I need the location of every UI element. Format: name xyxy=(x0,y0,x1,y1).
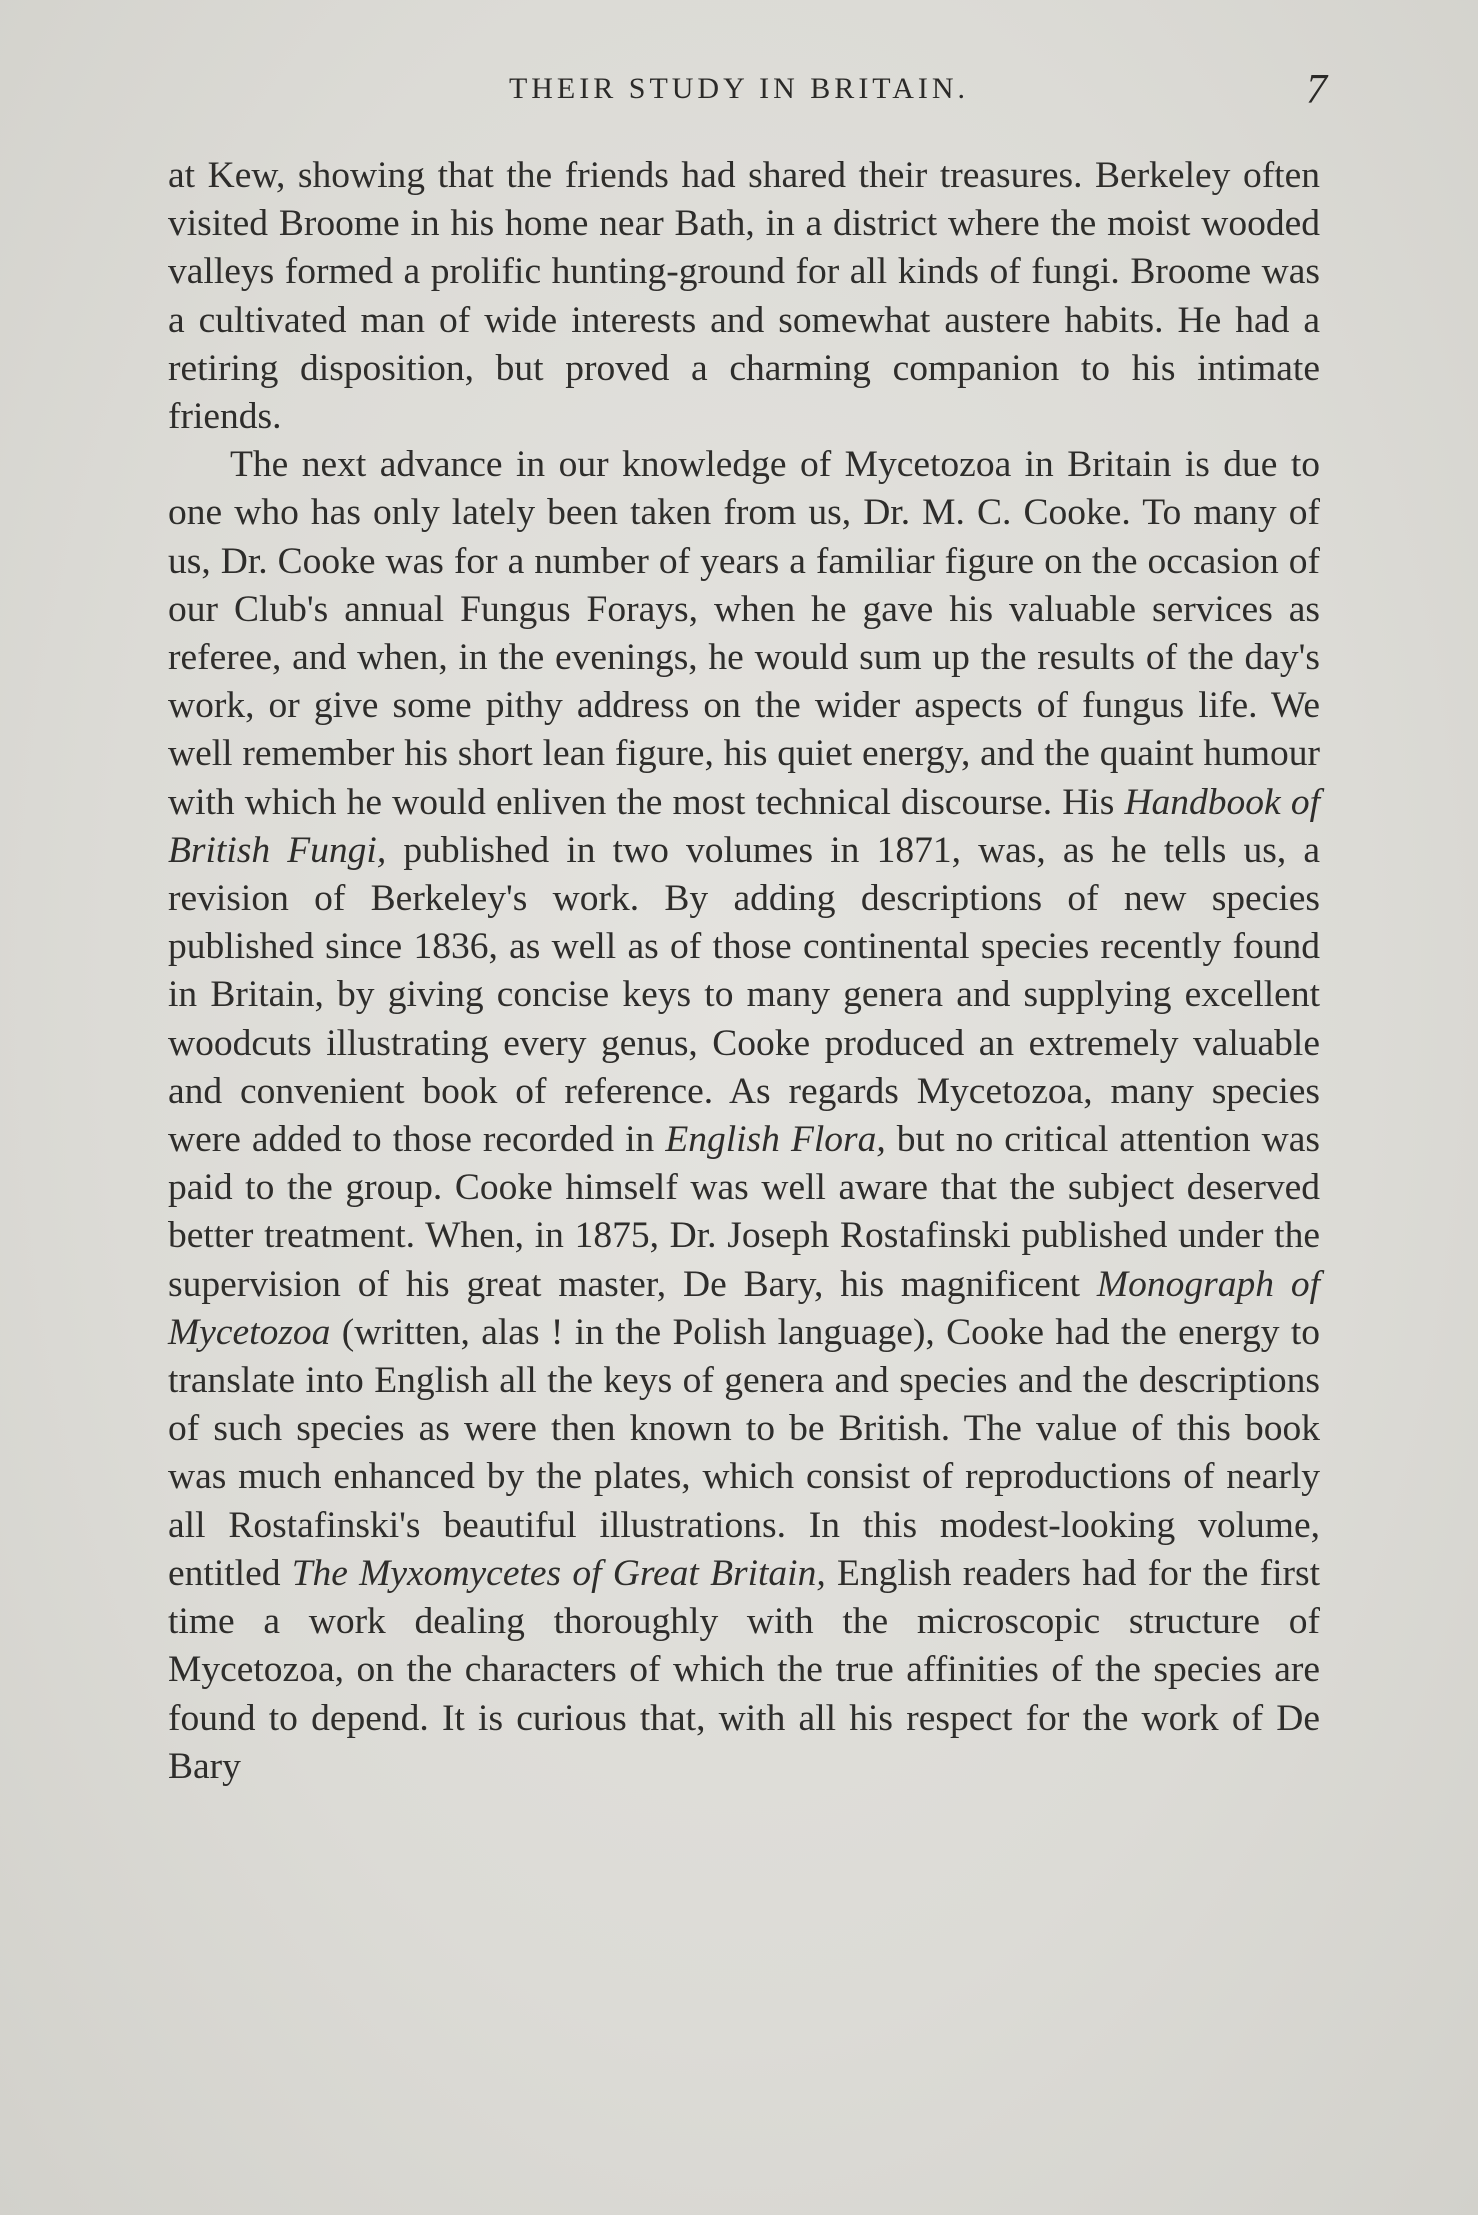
running-head: THEIR STUDY IN BRITAIN. xyxy=(508,72,970,105)
book-title-handbook: Handbook of British Fungi, xyxy=(168,781,1320,871)
book-title-english-flora: English Flora, xyxy=(665,1119,886,1161)
book-title-myxomycetes: The Myxomycetes of Great Britain, xyxy=(291,1552,826,1594)
paragraph-1 xyxy=(168,152,1320,441)
paragraph-2-text-2: published in two volumes in 1871, was, as he tells us, a revision of Berkeley's work. By adding descriptions of new species published since 1836, as well as of those continental species recently found in Britain, by giving concise keys to many genera and supplying excellent woodcuts illustrating every genus, Cooke produced an extremely valuable and convenient book of reference. As regards Mycetozoa, many species were added to those recorded in xyxy=(168,829,1320,1161)
paragraph-2-text-1: The next advance in our knowledge of Mycetozoa in Britain is due to one who has only lately been taken from us, Dr. M. C. Cooke. To many of us, Dr. Cooke was for a number of years a familiar figure on the occasion of our Club's annual Fungus Forays, when he gave his valuable services as referee, and when, in the evenings, he would sum up the results of the day's work, or give some pithy address on the wider aspects of fungus life. We well remember his short lean figure, his quiet energy, and the quaint humour with which he would enliven the most technical discourse. His xyxy=(168,444,1320,823)
paragraph-2-text-4: (written, alas ! in the Polish language), Cooke had the energy to translate into English all the keys of genera and species and the descriptions of such species as were then known to be British. The value of this book was much enhanced by the plates, which consist of reproductions of nearly all Rostafinski's beautiful illustrations. In this modest-looking volume, entitled xyxy=(168,1311,1320,1594)
paragraph-2-text-5: English readers had for the first time a work dealing thoroughly with the microscopic structure of Mycetozoa, on the characters of which the true affinities of the species are found to depend. It is curious that, with all his respect for the work of De Bary xyxy=(168,1552,1321,1787)
paragraph-2 xyxy=(168,441,1320,1791)
body-text xyxy=(168,152,1320,1791)
paragraph-1-text: at Kew, showing that the friends had shared their treasures. Berkeley often visited Broome in his home near Bath, in a district where the moist wooded valleys formed a prolific hunting-ground for all kinds of fungi. Broome was a cultivated man of wide interests and somewhat austere habits. He had a retiring disposition, but proved a charming companion to his intimate friends. xyxy=(168,155,1320,438)
paragraph-2-text-3: but no critical attention was paid to the group. Cooke himself was well aware that the subject deserved better treatment. When, in 1875, Dr. Joseph Rostafinski published under the supervision of his great master, De Bary, his magnificent xyxy=(168,1119,1321,1305)
page-number: 7 xyxy=(1306,67,1327,113)
book-title-monograph: Monograph of Mycetozoa xyxy=(168,1263,1321,1353)
